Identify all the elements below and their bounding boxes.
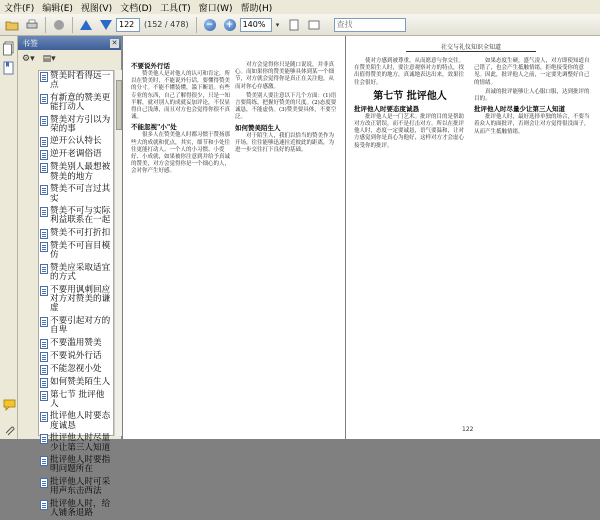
- zoom-in-icon[interactable]: +: [222, 17, 238, 33]
- attachments-icon[interactable]: [3, 421, 15, 433]
- bookmarks-panel-header: [18, 36, 121, 50]
- body-paragraph: 批评他人时，最好选择单独的场合，不要当着众人的面批评，否则会让对方觉得很没面子，从而产生抵触情绪。: [474, 114, 590, 135]
- section-heading: 如何赞美陌生人: [235, 123, 281, 132]
- section-heading: 批评他人时要态度诚恳: [354, 104, 419, 113]
- bookmark-label: 赞美不可盲目模仿: [50, 240, 111, 261]
- body-paragraph: 批评他人是一门艺术。批评的目的是帮助对方改正错误，而不是打击对方。所以在批评他人时，态度一定要诚恳，语气要温和，让对方感觉到你是真心为他好，这样对方才会虚心接受你的批评。: [354, 113, 465, 149]
- bookmark-label: 第七节 批评他人: [50, 389, 105, 409]
- bookmark-page-icon: [40, 94, 48, 104]
- bookmark-label: 赞美应采取适宜的方式: [50, 262, 111, 283]
- bookmark-item[interactable]: [39, 433, 113, 455]
- search-input[interactable]: [334, 18, 406, 32]
- bookmark-item[interactable]: [39, 136, 113, 149]
- bookmark-page-icon: [40, 150, 48, 160]
- menu-document[interactable]: 文档(D): [120, 3, 153, 14]
- bookmark-item[interactable]: [39, 241, 113, 263]
- bookmark-page-icon: [40, 500, 48, 510]
- bookmark-label: 有新意的赞美更能打动人: [50, 92, 111, 113]
- bookmark-page-icon: [40, 163, 48, 173]
- pages-icon[interactable]: [3, 40, 15, 52]
- bookmark-item[interactable]: [39, 455, 113, 477]
- fit-page-icon[interactable]: [286, 17, 302, 33]
- bookmark-page-icon: [40, 317, 48, 327]
- new-bookmark-icon[interactable]: ▤▾: [42, 54, 56, 64]
- right-page-column-1: [354, 58, 466, 426]
- bookmark-label: 赞美别人最想被赞美的地方: [50, 162, 111, 182]
- bookmark-page-icon: [40, 264, 48, 274]
- menu-help[interactable]: 帮助(H): [240, 3, 273, 14]
- bookmark-label: 不要滥用赞美: [50, 337, 102, 348]
- menu-edit[interactable]: 编辑(E): [42, 3, 73, 14]
- bookmark-label: 逆开公认特长: [50, 136, 102, 147]
- left-page: [123, 36, 345, 439]
- bookmark-item[interactable]: [39, 477, 113, 499]
- bookmark-item[interactable]: [39, 115, 113, 137]
- body-paragraph: 对方会觉得你只是随口说说，并非真心。而如果你的赞美能够具体到某一个细节，对方就会觉得你是真正在关注他，从而对你心存感激。: [235, 62, 335, 90]
- bookmark-label: 批评他人时可采用声东击西法: [50, 476, 111, 497]
- body-paragraph: 使对方感到被尊重，从而愿意与你交往。在赞美陌生人时，要注意观察对方的特点，找出值得赞美的地方，真诚地表达出来，效果往往会很好。: [354, 58, 465, 86]
- bookmark-item[interactable]: [39, 228, 113, 241]
- bookmark-label: 不要引起对方的自卑: [50, 315, 111, 336]
- bookmark-item[interactable]: [39, 316, 113, 338]
- bookmark-page-icon: [40, 391, 48, 401]
- menu-file[interactable]: 文件(F): [4, 3, 35, 14]
- bookmark-page-icon: [40, 229, 48, 239]
- bookmark-label: 如何赞美陌生人: [50, 376, 111, 387]
- bookmark-page-icon: [40, 207, 48, 217]
- toolbar-separator: [45, 17, 46, 33]
- menu-bar: [0, 0, 600, 14]
- close-icon[interactable]: ✕: [111, 38, 118, 47]
- page-count: (152 / 478): [144, 20, 189, 29]
- bookmark-item[interactable]: [39, 338, 113, 351]
- bookmark-item[interactable]: [39, 93, 113, 115]
- body-paragraph: 赞美他人是对他人的认可和肯定，所以在赞美时，不能说外行话，要懂得赞美的分寸。不能不懂装懂，滥下断语。有些专业的东西，自己了解得很少，只是一知半解，就对别人的成就妄加评论，不仅显得自己浅薄，而且对方也会觉得你很不真诚。: [131, 71, 231, 121]
- body-paragraph: 如果态度生硬，盛气凌人，对方即使知道自己错了，也会产生抵触情绪，拒绝接受你的意见。因此，批评他人之前，一定要先调整好自己的情绪。: [474, 58, 590, 86]
- open-icon[interactable]: [4, 17, 20, 33]
- bookmark-label: 逆开老调俗语: [50, 149, 102, 160]
- toolbar: [0, 14, 600, 36]
- left-page-column-2: [235, 62, 339, 432]
- zoom-out-icon[interactable]: −: [202, 17, 218, 33]
- bookmark-page-icon: [40, 478, 48, 488]
- bookmarks-panel-title: 书签: [22, 38, 38, 48]
- page-number: 122: [462, 426, 474, 433]
- bookmark-page-icon: [40, 434, 48, 444]
- bookmark-item[interactable]: [39, 390, 113, 412]
- comments-icon[interactable]: [3, 396, 15, 408]
- bookmark-page-icon: [40, 339, 48, 349]
- document-view[interactable]: [123, 36, 600, 439]
- scrollbar-thumb[interactable]: [116, 80, 122, 130]
- page-number-input[interactable]: [116, 18, 140, 32]
- section-heading: 不能忽视"小"处: [131, 123, 177, 132]
- body-paragraph: 很多人在赞美他人时都习惯于赞扬那些大的成就和优点，其实，细节和小处往往更能打动人。一个人的小习惯、小爱好、小成就，如果被你注意到并给予真诚的赞美，对方会觉得你是一个细心的人，会对你产生好感。: [131, 132, 231, 175]
- menu-tools[interactable]: 工具(T): [160, 3, 191, 14]
- chapter-title: 第七节 批评他人: [373, 90, 447, 102]
- bookmark-item[interactable]: [39, 364, 113, 377]
- page-header: 社交与礼仪知识全知道: [406, 42, 536, 52]
- bookmark-item[interactable]: [39, 71, 113, 93]
- bookmark-page-icon: [40, 365, 48, 375]
- bookmark-page-icon: [40, 185, 48, 195]
- body-paragraph: 真诚的批评能够让人心服口服，达到批评的目的。: [474, 88, 590, 103]
- bookmarks-panel: [18, 36, 122, 518]
- bookmark-label: 赞美不可言过其实: [50, 184, 111, 204]
- bookmark-label: 赞美不可打折扣: [50, 227, 111, 238]
- bookmark-item[interactable]: [39, 206, 113, 228]
- bookmarks-scrollbar[interactable]: [114, 70, 122, 436]
- bookmark-label: 不能忽视小处: [50, 363, 102, 374]
- bookmark-item[interactable]: [39, 149, 113, 162]
- bookmark-item[interactable]: [39, 411, 113, 433]
- bookmark-label: 批评他人时，给人铺条退路: [50, 498, 111, 518]
- hand-tool-icon[interactable]: [51, 17, 67, 33]
- bookmark-label: 赞美不可与实际利益联系在一起: [50, 206, 111, 226]
- section-heading: 批评他人时尽量少让第三人知道: [474, 105, 565, 114]
- bookmark-label: 不要用讽刺回应对方对赞美的谦虚: [50, 284, 111, 314]
- navigation-strip: [0, 36, 18, 439]
- toolbar-separator: [72, 17, 73, 33]
- bookmarks-icon[interactable]: [3, 60, 15, 72]
- bookmark-item[interactable]: [39, 499, 113, 520]
- next-page-icon[interactable]: [98, 17, 114, 33]
- zoom-dropdown-icon[interactable]: ▾: [275, 20, 280, 29]
- bookmark-page-icon: [40, 378, 48, 388]
- bookmark-page-icon: [40, 286, 48, 296]
- body-paragraph: 对于陌生人，我们以恰当的赞美作为开场，往往能够迅速拉近彼此的距离，为进一步交往打下良好的基础。: [235, 132, 335, 154]
- left-page-column-1: [131, 62, 231, 432]
- bookmark-page-icon: [40, 352, 48, 362]
- bookmark-label: 批评他人时要指明问题所在: [50, 454, 111, 475]
- first-page-icon[interactable]: [78, 17, 94, 33]
- bookmark-page-icon: [40, 242, 48, 252]
- body-paragraph: 赞美别人要注意以下几个方面：(1)语言要简练，把握好赞美的尺度。(2)态度要诚恳，不能虚伪。(3)赞美要具体，不要空泛。: [235, 92, 337, 121]
- menu-window[interactable]: 窗口(W): [198, 3, 233, 14]
- toolbar-separator: [196, 17, 197, 33]
- right-page: [346, 36, 600, 439]
- section-heading: 不要说外行话: [131, 62, 170, 70]
- bookmark-item[interactable]: [39, 351, 113, 364]
- right-page-column-2: [474, 58, 592, 426]
- zoom-input[interactable]: [240, 18, 272, 32]
- bookmark-item[interactable]: [39, 285, 113, 316]
- options-icon[interactable]: ⚙▾: [22, 54, 35, 64]
- bookmarks-toolbar: [18, 50, 121, 68]
- bookmark-label: 赞美时看得远一点: [50, 71, 111, 91]
- bookmark-label: 赞美对方引以为荣的事: [50, 114, 111, 135]
- bookmark-item[interactable]: [39, 162, 113, 184]
- bookmark-label: 批评他人时要态度诚恳: [50, 411, 111, 431]
- print-icon[interactable]: [24, 17, 40, 33]
- bookmark-item[interactable]: [39, 263, 113, 285]
- fit-width-icon[interactable]: [306, 17, 322, 33]
- bookmark-page-icon: [40, 116, 48, 126]
- bookmark-page-icon: [40, 412, 48, 422]
- bookmark-label: 批评他人时尽量少让第三人知道: [50, 433, 111, 453]
- bookmark-page-icon: [40, 72, 48, 82]
- bookmark-label: 不要说外行话: [50, 350, 102, 361]
- bookmark-page-icon: [40, 456, 48, 466]
- bookmark-item[interactable]: [39, 377, 113, 390]
- menu-view[interactable]: 视图(V): [80, 3, 113, 14]
- bookmark-page-icon: [40, 137, 48, 147]
- bookmarks-list[interactable]: [38, 70, 114, 518]
- bookmark-item[interactable]: [39, 184, 113, 206]
